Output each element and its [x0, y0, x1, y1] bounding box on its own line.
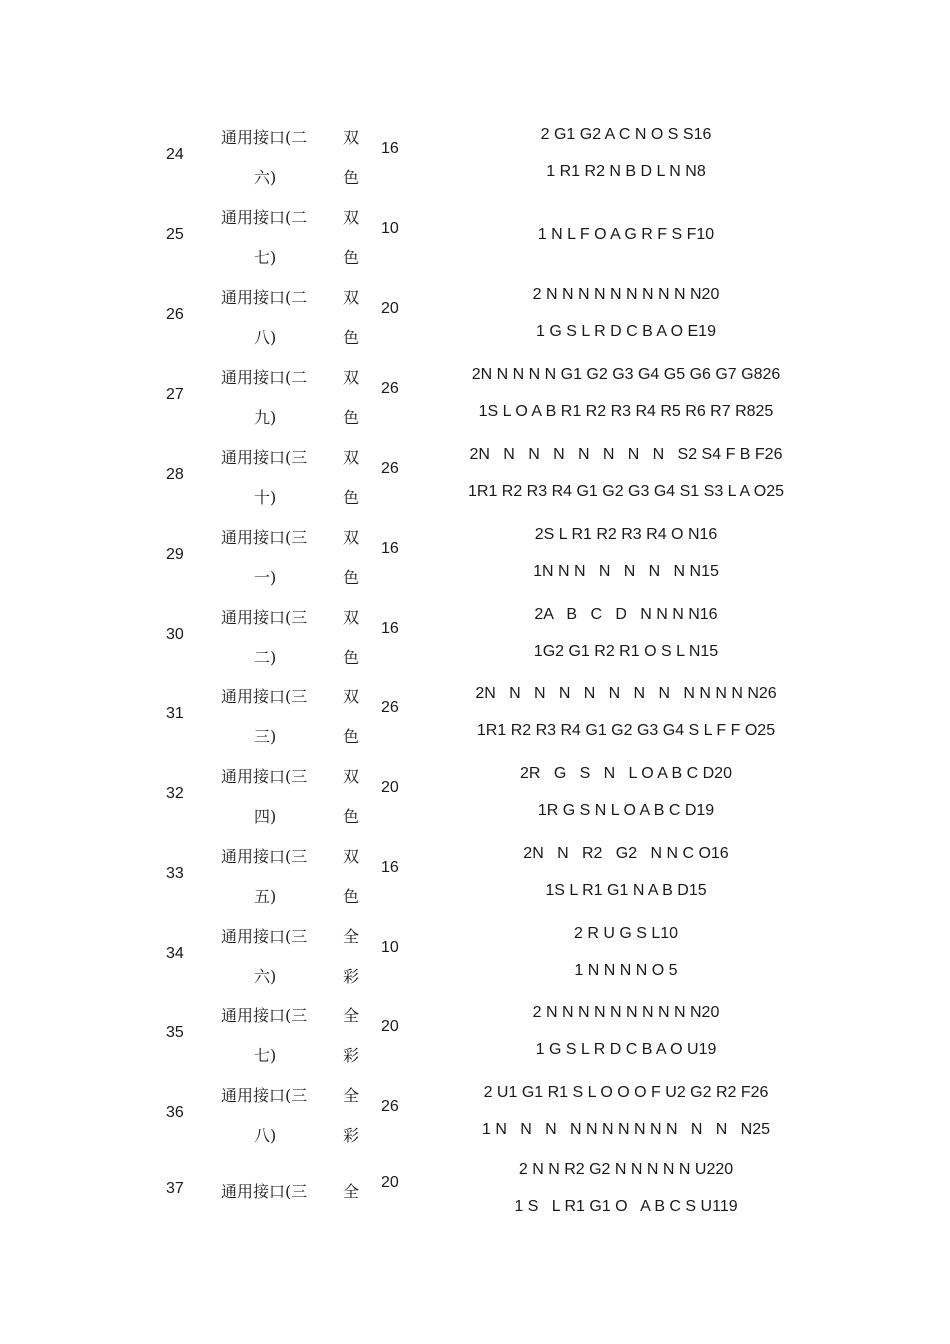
color-type-line1: 全	[343, 1006, 360, 1025]
table-row	[0, 606, 950, 686]
row-number: 30	[166, 626, 184, 643]
interface-name-line2: 十)	[254, 488, 277, 507]
color-type-line1: 双	[343, 528, 360, 547]
pin-row-even: 2S L R1 R2 R3 R4 O N16	[534, 526, 718, 543]
color-type-line1: 双	[343, 128, 360, 147]
interface-name-line2: 八)	[254, 328, 277, 347]
pin-row-odd: 1 N N N N N N N N N N N N N25	[481, 1121, 771, 1138]
pin-count: 16	[381, 540, 399, 557]
color-type-line1: 全	[343, 927, 360, 946]
color-type-line1: 双	[343, 767, 360, 786]
interface-name-line1: 通用接口(三	[221, 448, 308, 467]
row-number: 35	[166, 1024, 184, 1041]
pin-row-odd: 1S L R1 G1 N A B D15	[545, 882, 707, 899]
pin-row-odd: 1 G S L R D C B A O E19	[536, 323, 716, 340]
pin-count: 26	[381, 1098, 399, 1115]
table-row	[0, 286, 950, 366]
row-number: 24	[166, 146, 184, 163]
pin-row-odd: 1 N N N N O 5	[574, 962, 678, 979]
interface-name-line2: 六)	[254, 967, 277, 986]
color-type-line2: 色	[343, 168, 360, 187]
row-number: 31	[166, 705, 184, 722]
color-type-line1: 双	[343, 208, 360, 227]
color-type-line2: 彩	[343, 967, 360, 986]
pin-row-odd: 1 S L R1 G1 O A B C S U119	[514, 1198, 738, 1215]
interface-name-line2: 七)	[254, 1046, 277, 1065]
pin-row-odd: 1R1 R2 R3 R4 G1 G2 G3 G4 S L F F O25	[476, 722, 776, 739]
color-type-line2: 色	[343, 807, 360, 826]
color-type-line1: 全	[343, 1182, 360, 1201]
pin-count: 16	[381, 859, 399, 876]
color-type-line1: 双	[343, 368, 360, 387]
color-type-line2: 色	[343, 248, 360, 267]
pin-count: 16	[381, 140, 399, 157]
pin-row-odd: 1N N N N N N N N15	[533, 563, 719, 580]
color-type-line2: 彩	[343, 1046, 360, 1065]
interface-name-line1: 通用接口(三	[221, 687, 308, 706]
interface-name-line1: 通用接口(三	[221, 608, 308, 627]
interface-name-line1: 通用接口(二	[221, 128, 308, 147]
color-type-line2: 色	[343, 727, 360, 746]
table-row	[0, 1161, 950, 1241]
color-type-line1: 双	[343, 608, 360, 627]
table-row	[0, 366, 950, 446]
row-number: 25	[166, 226, 184, 243]
color-type-line1: 全	[343, 1086, 360, 1105]
interface-name-line1: 通用接口(二	[221, 368, 308, 387]
color-type-line2: 色	[343, 887, 360, 906]
interface-name-line2: 一)	[254, 568, 277, 587]
pin-row-even: 2 N N N N N N N N N N20	[532, 286, 720, 303]
pin-count: 26	[381, 380, 399, 397]
row-number: 36	[166, 1104, 184, 1121]
table-row	[0, 925, 950, 1005]
color-type-line1: 双	[343, 847, 360, 866]
row-number: 37	[166, 1180, 184, 1197]
pin-row-even: 2 N N N N N N N N N N20	[532, 1004, 720, 1021]
interface-name-line1: 通用接口(三	[221, 1086, 308, 1105]
color-type-line2: 色	[343, 568, 360, 587]
color-type-line2: 色	[343, 648, 360, 667]
interface-name-line2: 五)	[254, 887, 277, 906]
row-number: 26	[166, 306, 184, 323]
pin-count: 20	[381, 1018, 399, 1035]
pin-row-even: 2 N N R2 G2 N N N N N U220	[518, 1161, 734, 1178]
interface-name-line1: 通用接口(三	[221, 847, 308, 866]
table-row	[0, 765, 950, 845]
pin-row-even: 2 U1 G1 R1 S L O O O F U2 G2 R2 F26	[483, 1084, 769, 1101]
pin-row-even: 2N N N N N N N N N N N N N26	[475, 685, 777, 702]
table-row	[0, 685, 950, 765]
interface-name-line2: 七)	[254, 248, 277, 267]
row-number: 28	[166, 466, 184, 483]
pin-count: 10	[381, 939, 399, 956]
interface-name-line1: 通用接口(三	[221, 927, 308, 946]
pin-row-even: 2A B C D N N N N16	[534, 606, 718, 623]
interface-name-line2: 三)	[254, 727, 277, 746]
interface-name-line1: 通用接口(三	[221, 767, 308, 786]
interface-name-line2: 四)	[254, 807, 277, 826]
interface-name-line1: 通用接口(三	[221, 1006, 308, 1025]
row-number: 34	[166, 945, 184, 962]
pin-count: 20	[381, 300, 399, 317]
color-type-line1: 双	[343, 687, 360, 706]
pin-row-even: 2R G S N L O A B C D20	[520, 765, 732, 782]
interface-name-line1: 通用接口(三	[221, 528, 308, 547]
interface-name-line1: 通用接口(二	[221, 288, 308, 307]
color-type-line1: 双	[343, 448, 360, 467]
pin-count: 20	[381, 779, 399, 796]
pin-row-even: 2N N N N N G1 G2 G3 G4 G5 G6 G7 G826	[471, 366, 781, 383]
interface-name-line1: 通用接口(三	[221, 1182, 308, 1201]
color-type-line2: 彩	[343, 1126, 360, 1145]
pin-row-odd: 1S L O A B R1 R2 R3 R4 R5 R6 R7 R825	[478, 403, 774, 420]
pin-row-single: 1 N L F O A G R F S F10	[537, 226, 715, 243]
color-type-line1: 双	[343, 288, 360, 307]
pin-count: 26	[381, 699, 399, 716]
table-row	[0, 1084, 950, 1164]
pin-row-odd: 1 R1 R2 N B D L N N8	[546, 163, 706, 180]
color-type-line2: 色	[343, 488, 360, 507]
pin-row-even: 2N N R2 G2 N N C O16	[523, 845, 729, 862]
row-number: 27	[166, 386, 184, 403]
row-number: 33	[166, 865, 184, 882]
table-row	[0, 1004, 950, 1084]
color-type-line2: 色	[343, 328, 360, 347]
pin-row-odd: 1R G S N L O A B C D19	[537, 802, 715, 819]
pin-count: 10	[381, 220, 399, 237]
row-number: 29	[166, 546, 184, 563]
interface-name-line2: 九)	[254, 408, 277, 427]
interface-name-line1: 通用接口(二	[221, 208, 308, 227]
pin-row-odd: 1 G S L R D C B A O U19	[535, 1041, 717, 1058]
table-row	[0, 126, 950, 206]
pin-count: 16	[381, 620, 399, 637]
pin-row-even: 2 G1 G2 A C N O S S16	[540, 126, 712, 143]
table-row	[0, 206, 950, 286]
table-row	[0, 446, 950, 526]
color-type-line2: 色	[343, 408, 360, 427]
interface-name-line2: 二)	[254, 648, 277, 667]
pin-row-odd: 1G2 G1 R2 R1 O S L N15	[533, 643, 719, 660]
pin-count: 26	[381, 460, 399, 477]
interface-name-line2: 六)	[254, 168, 277, 187]
row-number: 32	[166, 785, 184, 802]
pin-row-even: 2N N N N N N N N S2 S4 F B F26	[469, 446, 783, 463]
table-row	[0, 845, 950, 925]
pin-count: 20	[381, 1174, 399, 1191]
pin-row-even: 2 R U G S L10	[573, 925, 679, 942]
pin-row-odd: 1R1 R2 R3 R4 G1 G2 G3 G4 S1 S3 L A O25	[467, 483, 785, 500]
interface-name-line2: 八)	[254, 1126, 277, 1145]
table-row	[0, 526, 950, 606]
